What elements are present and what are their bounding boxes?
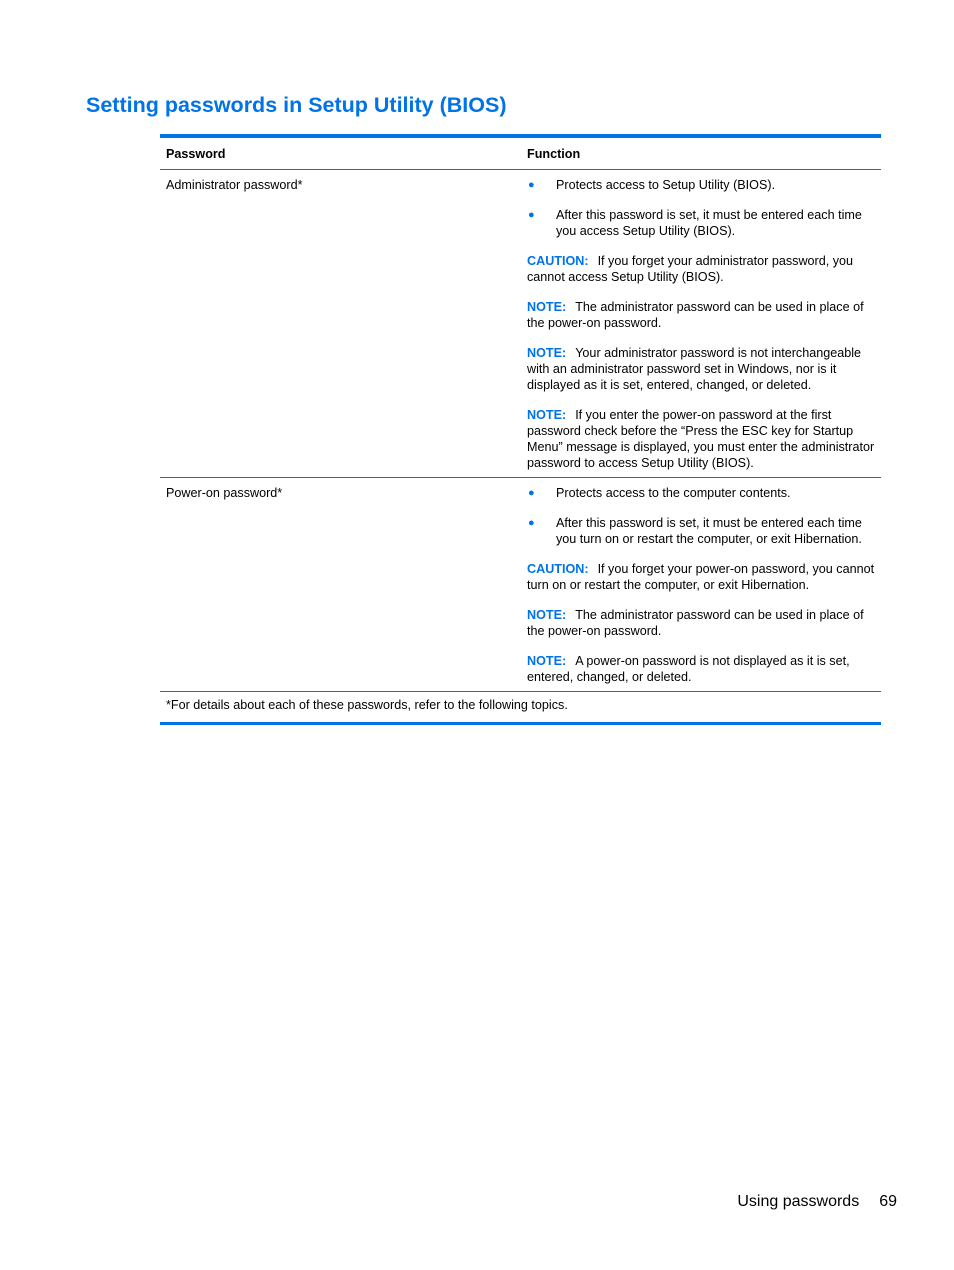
note: [527, 407, 875, 471]
list-item: [527, 207, 875, 239]
password-cell: Administrator password*: [166, 178, 303, 192]
password-table: [160, 134, 881, 725]
note-text: If you enter the power-on password at the first password check before the “Press the ESC key for Startup Menu” message is displayed, you must enter the administrator password to access Setup Utility (BIOS).: [527, 408, 875, 470]
note: [527, 607, 875, 639]
header-function: Function: [527, 147, 581, 161]
list-item: [527, 177, 875, 193]
note-label: NOTE:: [527, 408, 567, 422]
list-item: [527, 485, 875, 501]
page-footer: [737, 1192, 897, 1212]
table-header-row: [160, 136, 881, 170]
page-number: 69: [879, 1193, 897, 1210]
note: [527, 345, 875, 393]
table-row-power-on: [160, 478, 881, 692]
bullet-dot-icon: ●: [528, 179, 535, 191]
function-cell: [521, 478, 881, 692]
table-footnote: *For details about each of these passwords, refer to the following topics.: [166, 698, 568, 712]
caution-note: [527, 253, 875, 285]
note-label: NOTE:: [527, 654, 567, 668]
page-title: Setting passwords in Setup Utility (BIOS): [86, 93, 507, 117]
note-text: If you forget your power-on password, you cannot turn on or restart the computer, or exit Hibernation.: [527, 562, 875, 592]
bullet-dot-icon: ●: [528, 209, 535, 221]
note-text: If you forget your administrator password, you cannot access Setup Utility (BIOS).: [527, 254, 854, 284]
note-label: NOTE:: [527, 300, 567, 314]
note-label: NOTE:: [527, 346, 567, 360]
list-item: [527, 515, 875, 547]
header-password: Password: [166, 147, 226, 161]
note-label: CAUTION:: [527, 254, 589, 268]
note-text: A power-on password is not displayed as it is set, entered, changed, or deleted.: [527, 654, 850, 684]
note: [527, 299, 875, 331]
note-text: The administrator password can be used in place of the power-on password.: [527, 608, 864, 638]
function-cell: [521, 170, 881, 478]
note-text: Your administrator password is not interchangeable with an administrator password set in Windows, nor is it displayed as it is set, entered, changed, or deleted.: [527, 346, 862, 392]
bullet-text: After this password is set, it must be entered each time you turn on or restart the computer, or exit Hibernation.: [556, 516, 862, 546]
function-bullets: [527, 485, 875, 547]
footer-section-title: Using passwords: [737, 1193, 860, 1210]
note: [527, 653, 875, 685]
password-cell: Power-on password*: [166, 486, 283, 500]
bullet-dot-icon: ●: [528, 517, 535, 529]
caution-note: [527, 561, 875, 593]
bullet-text: After this password is set, it must be entered each time you access Setup Utility (BIOS).: [556, 208, 862, 238]
bullet-text: Protects access to Setup Utility (BIOS).: [556, 178, 776, 192]
table-footnote-row: [160, 692, 881, 724]
note-label: NOTE:: [527, 608, 567, 622]
table-row-administrator: [160, 170, 881, 478]
bullet-text: Protects access to the computer contents.: [556, 486, 791, 500]
note-label: CAUTION:: [527, 562, 589, 576]
note-text: The administrator password can be used in place of the power-on password.: [527, 300, 864, 330]
function-bullets: [527, 177, 875, 239]
bullet-dot-icon: ●: [528, 487, 535, 499]
